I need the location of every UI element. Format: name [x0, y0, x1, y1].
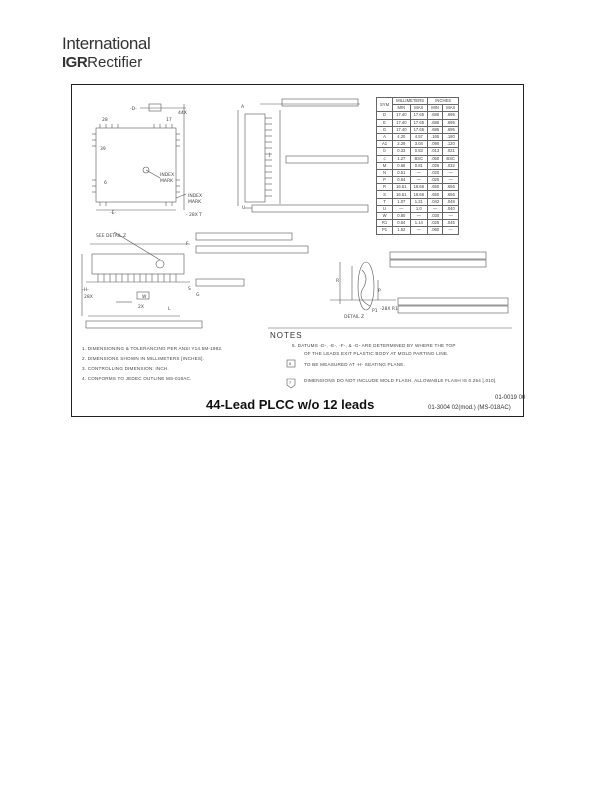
drawing-date: 01-0019 00 [495, 395, 526, 401]
dimension-table-cell: 2.29 [393, 141, 410, 148]
note-6: TO BE MEASURED AT -H- SEATING PLANE. [304, 362, 406, 367]
svg-text:L: L [168, 307, 171, 312]
svg-text:17: 17 [166, 118, 172, 123]
dimension-table-cell: T [377, 198, 393, 205]
dimension-table-cell: 1.52 [393, 227, 410, 234]
dimension-table-cell: E [377, 119, 393, 126]
svg-text:P1: P1 [372, 309, 378, 314]
note-5-continued: OF THE LEADS EXIT PLASTIC BODY AT MOLD PARTING LINE. [304, 351, 449, 356]
dimension-table-cell: .656 [443, 191, 459, 198]
svg-text:-E-: -E- [110, 211, 117, 216]
dimension-table-in-header: INCHES [428, 98, 459, 105]
dimension-table-cell: — [410, 169, 427, 176]
dimension-table-cell: .048 [443, 198, 459, 205]
dimension-table-cell: .695 [443, 119, 459, 126]
company-logo-name: International [62, 34, 151, 53]
dimension-table-cell: A [377, 133, 393, 140]
package-title: 44-Lead PLCC w/o 12 leads [206, 397, 375, 412]
dimension-table-cell: P [377, 177, 393, 184]
dimension-table-cell: — [443, 227, 459, 234]
dimension-table-cell: — [410, 227, 427, 234]
dimension-table-row [377, 198, 459, 205]
dimension-table-cell: .045 [443, 220, 459, 227]
svg-text:SEE DETAIL Z: SEE DETAIL Z [96, 234, 127, 239]
dimension-table-cell: 0.64 [393, 220, 410, 227]
dimension-table-cell: 1.27 [393, 155, 410, 162]
dimension-table-cell: .685 [428, 126, 443, 133]
dimension-table-cell: c [377, 155, 393, 162]
dimension-table-row [377, 112, 459, 119]
dimension-table-row [377, 141, 459, 148]
svg-text:- 28X T: - 28X T [186, 213, 203, 218]
svg-text:28X: 28X [84, 295, 93, 300]
dimension-table-cell: .021 [443, 148, 459, 155]
svg-text:6: 6 [104, 181, 107, 186]
svg-text:2X: 2X [138, 305, 144, 310]
note-3: 3. CONTROLLING DIMENSION: INCH. [82, 366, 169, 371]
dimension-table-cell: 17.65 [410, 119, 427, 126]
dimension-table-cell: 0.33 [393, 148, 410, 155]
dimension-table-cell: .020 [428, 169, 443, 176]
svg-text:G: G [196, 293, 200, 298]
dimension-table-cell: — [393, 205, 410, 212]
dimension-table-cell: 17.40 [393, 119, 410, 126]
dimension-table-cell: 1.14 [410, 220, 427, 227]
dimension-table-cell: .685 [428, 119, 443, 126]
dimension-table-cell: 0.64 [393, 177, 410, 184]
dimension-table-cell: 4.57 [410, 133, 427, 140]
dimension-table-cell: .013 [428, 148, 443, 155]
svg-text:P: P [378, 289, 381, 294]
dimension-table-cell: .026 [428, 162, 443, 169]
dimension-table-row [377, 169, 459, 176]
svg-text:U: U [242, 206, 246, 211]
note-7-number: 7 [289, 380, 292, 385]
dimension-table-cell: — [443, 169, 459, 176]
dimension-table-cell: b [377, 148, 393, 155]
dimension-table-cell: .025 [428, 177, 443, 184]
dimension-table-cell: 17.40 [393, 112, 410, 119]
dimension-table-subheader: MIN [428, 105, 443, 112]
dimension-table-row [377, 227, 459, 234]
svg-text:S: S [188, 287, 191, 292]
dimension-table-cell: .650 [428, 191, 443, 198]
svg-text:28: 28 [102, 118, 108, 123]
note-7: DIMENSIONS DO NOT INCLUDE MOLD FLASH. ALLOWABLE FLASH IS 0.254 [.010]. [304, 378, 497, 383]
top-view-body [96, 128, 176, 202]
dimension-table-header-row [377, 98, 459, 105]
dimension-table-cell: 0.80 [393, 213, 410, 220]
dimension-table-cell: .040 [443, 205, 459, 212]
dimension-table-cell: M [377, 162, 393, 169]
svg-text:MARK: MARK [188, 200, 202, 205]
dimension-table-row [377, 148, 459, 155]
dimension-table-row [377, 191, 459, 198]
svg-text:INDEX: INDEX [160, 173, 175, 178]
dimension-table-cell: .695 [443, 112, 459, 119]
dimension-table-cell: 16.51 [393, 184, 410, 191]
dimension-table-cell: .032 [443, 162, 459, 169]
dimension-table-cell: N [377, 169, 393, 176]
front-view-body [92, 254, 184, 274]
dimension-table-cell: .165 [428, 133, 443, 140]
dimension-table-cell: 1.07 [393, 198, 410, 205]
dimension-table-cell: 0.81 [410, 162, 427, 169]
dimension-table-cell: W [377, 213, 393, 220]
dimension-table-cell: 0.53 [410, 148, 427, 155]
dimension-table-cell: U [377, 205, 393, 212]
svg-text:DETAIL Z: DETAIL Z [344, 315, 365, 320]
dimension-table-cell: .685 [428, 112, 443, 119]
dimension-table-cell: S [377, 191, 393, 198]
svg-text:44X: 44X [178, 111, 187, 116]
dimension-table-cell: .025 [428, 220, 443, 227]
dimension-table-cell: .650 [428, 184, 443, 191]
note-6-number: 6 [289, 361, 292, 366]
dimension-table-cell: .050 [428, 155, 443, 162]
dimension-table-row [377, 155, 459, 162]
top-view-leads [92, 124, 180, 206]
dimension-table-row [377, 119, 459, 126]
svg-text:R: R [336, 279, 340, 284]
front-view-leads [98, 274, 176, 282]
dimension-table-cell: — [410, 177, 427, 184]
svg-text:W: W [142, 295, 147, 300]
dimension-table-cell: — [410, 213, 427, 220]
svg-text:-H-: -H- [82, 288, 89, 293]
dimension-table-cell: 17.65 [410, 126, 427, 133]
dimension-table-row [377, 213, 459, 220]
svg-text:J: J [269, 153, 271, 158]
detail-z-outline [358, 262, 374, 310]
svg-text:-28X R1: -28X R1 [380, 307, 398, 312]
dimension-table-cell: .090 [428, 141, 443, 148]
note-4: 4. CONFORMS TO JEDEC OUTLINE MS-018AC. [82, 376, 192, 381]
dimension-table-cell: A1 [377, 141, 393, 148]
dimension-table-cell: 3.04 [410, 141, 427, 148]
dimension-table-cell: .656 [443, 184, 459, 191]
dimension-table-row [377, 205, 459, 212]
drawing-code: 01-3004 02(mod.) (MS-018AC) [428, 405, 511, 411]
company-logo-word: Rectifier [87, 54, 143, 71]
svg-text:39: 39 [100, 147, 106, 152]
dimension-table-cell: 1.0 [410, 205, 427, 212]
dimension-table-cell: .695 [443, 126, 459, 133]
dimension-table-cell: .030 [428, 213, 443, 220]
dimension-table-cell: .180 [443, 133, 459, 140]
dimension-table [376, 97, 459, 235]
dimension-table-cell: — [443, 213, 459, 220]
dimension-table-sym-header: SYM [377, 98, 393, 112]
dimension-table-cell: 17.40 [393, 126, 410, 133]
dimension-table-row [377, 184, 459, 191]
svg-text:INDEX: INDEX [188, 194, 203, 199]
dimension-table-cell: — [443, 177, 459, 184]
dimension-table-cell: G [377, 126, 393, 133]
dimension-table-cell: D [377, 112, 393, 119]
dimension-table-cell: BSC [410, 155, 427, 162]
dimension-table-cell: 16.51 [393, 191, 410, 198]
dimension-table-row [377, 220, 459, 227]
dimension-table-row [377, 162, 459, 169]
dimension-table-subheader: MAX [443, 105, 459, 112]
dimension-table-cell: 1.21 [410, 198, 427, 205]
dimension-table-cell: .060 [428, 227, 443, 234]
side-view-body [245, 114, 265, 202]
notes-title: NOTES [270, 331, 303, 340]
dimension-table-subheader: MIN [393, 105, 410, 112]
dimension-table-cell: 0.66 [393, 162, 410, 169]
note-5: 5. DATUMS -D-, -E-, -F-, & -G- ARE DETERMINED BY WHERE THE TOP [292, 343, 456, 348]
dimension-table-cell: .120 [443, 141, 459, 148]
svg-text:F: F [186, 242, 189, 247]
dimension-table-row [377, 133, 459, 140]
dimension-table-row [377, 177, 459, 184]
company-logo-mark: IGR [62, 54, 88, 71]
dimension-table-cell: 4.20 [393, 133, 410, 140]
dimension-table-cell: .042 [428, 198, 443, 205]
dimension-table-cell: 17.65 [410, 112, 427, 119]
dimension-table-cell: BSC [443, 155, 459, 162]
dimension-table-cell: P1 [377, 227, 393, 234]
dimension-table-cell: 0.51 [393, 169, 410, 176]
svg-text:MARK: MARK [160, 179, 174, 184]
dimension-table-cell: 16.66 [410, 191, 427, 198]
dimension-table-cell: R [377, 184, 393, 191]
dimension-table-cell: 16.66 [410, 184, 427, 191]
dimension-table-subheader: MAX [410, 105, 427, 112]
dimension-table-row [377, 126, 459, 133]
dimension-table-mm-header: MILLIMETERS [393, 98, 428, 105]
svg-text:-D-: -D- [130, 107, 137, 112]
dimension-table-cell: — [428, 205, 443, 212]
svg-text:A: A [241, 105, 245, 110]
dimension-table-cell: R1 [377, 220, 393, 227]
note-2: 2. DIMENSIONS SHOWN IN MILLIMETERS [INCHES]. [82, 356, 205, 361]
note-1: 1. DIMENSIONING & TOLERANCING PER ANSI Y14.5M-1982. [82, 346, 223, 351]
